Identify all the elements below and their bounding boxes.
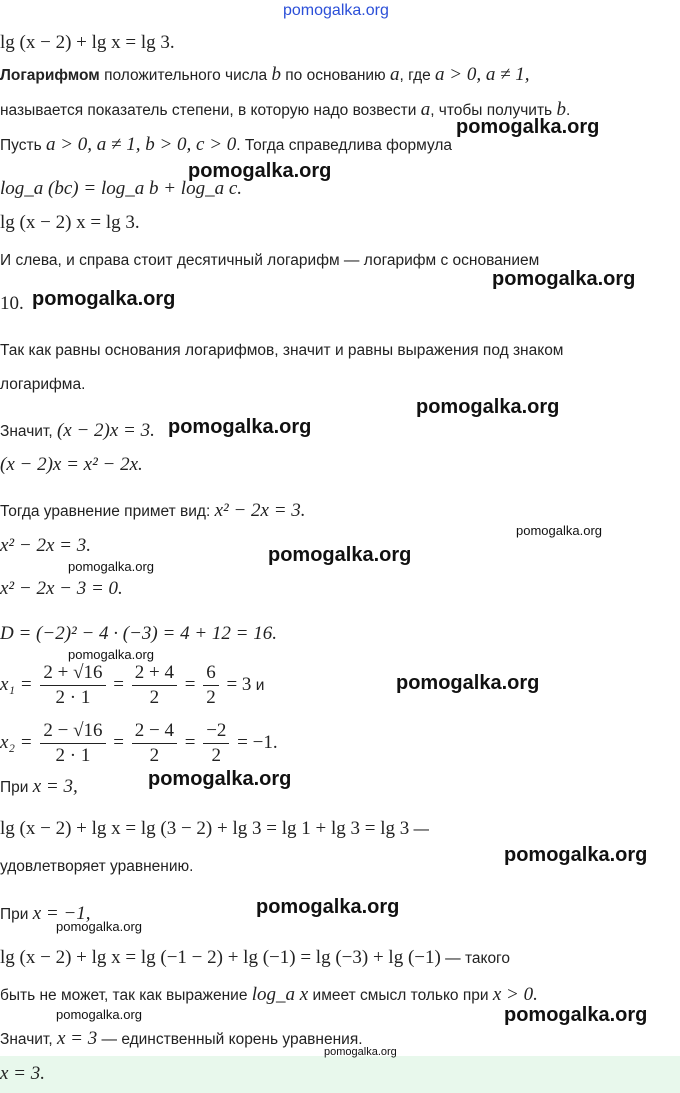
text: — единственный корень уравнения. <box>97 1031 363 1048</box>
watermark: pomogalka.org <box>456 116 600 138</box>
fraction <box>203 662 219 709</box>
numerator: 2 + 4 <box>132 662 177 686</box>
x2-label: x₂ = <box>0 731 33 753</box>
math-b: b <box>271 64 281 85</box>
definition-term: Логарифмом <box>0 67 100 84</box>
math-a: a <box>420 99 431 120</box>
watermark: pomogalka.org <box>56 919 142 934</box>
check-x3 <box>0 818 429 840</box>
watermark: pomogalka.org <box>504 844 648 866</box>
equation-original: lg (x − 2) + lg x = lg 3. <box>0 32 175 53</box>
answer-box <box>0 1056 680 1093</box>
numerator: 2 − 4 <box>132 720 177 744</box>
math-equation: x² − 2x = 3. <box>214 500 306 521</box>
watermark: pomogalka.org <box>416 396 560 418</box>
definition-line-1 <box>0 64 530 86</box>
text: быть не может, так как выражение <box>0 987 252 1004</box>
equal-bases-note-end: логарифма. <box>0 376 86 393</box>
log-product-formula: log_a (bc) = log_a b + log_a c. <box>0 178 242 199</box>
equation-combined: lg (x − 2) x = lg 3. <box>0 212 140 233</box>
new-form-line <box>0 500 306 522</box>
log-domain-note <box>0 984 538 1006</box>
dash: — <box>409 821 430 838</box>
fraction <box>40 662 105 709</box>
math-log: log_a x <box>251 984 309 1005</box>
math-root: x = 3 <box>56 1028 98 1049</box>
denominator: 2 · 1 <box>55 745 91 766</box>
discriminant: D = (−2)² − 4 · (−3) = 4 + 12 = 16. <box>0 623 277 644</box>
quadratic-standard: x² − 2x − 3 = 0. <box>0 578 123 599</box>
decimal-log-note: И слева, и справа стоит десятичный логарифм — логарифм с основанием <box>0 252 540 269</box>
check-x3-result: удовлетворяет уравнению. <box>0 858 194 875</box>
watermark: pomogalka.org <box>32 288 176 310</box>
check-xm1 <box>0 947 510 969</box>
text: При <box>0 906 33 923</box>
text: называется показатель степени, в которую надо возвести <box>0 102 421 119</box>
text: При <box>0 779 33 796</box>
math-b: b <box>556 99 566 120</box>
watermark: pomogalka.org <box>168 416 312 438</box>
and-word: и <box>251 676 265 694</box>
text: — такого <box>440 950 510 967</box>
math-conditions: a > 0, a ≠ 1, b > 0, c > 0 <box>45 134 237 155</box>
equal-bases-note: Так как равны основания логарифмов, значит и равны выражения под знаком <box>0 342 564 359</box>
result: = 3 <box>226 673 252 695</box>
math-condition: x > 0. <box>492 984 538 1005</box>
watermark: pomogalka.org <box>268 544 412 566</box>
numerator: 2 + √16 <box>40 662 105 686</box>
watermark: pomogalka.org <box>324 1046 397 1058</box>
numerator: −2 <box>203 720 229 744</box>
text: по основанию <box>280 67 390 84</box>
watermark-top[interactable]: pomogalka.org <box>283 2 389 19</box>
denominator: 2 · 1 <box>55 687 91 708</box>
watermark: pomogalka.org <box>56 1007 142 1022</box>
answer-text: x = 3. <box>0 1063 46 1084</box>
watermark: pomogalka.org <box>68 647 154 662</box>
therefore-line <box>0 420 155 442</box>
conclusion <box>0 1028 363 1050</box>
numerator: 6 <box>203 662 219 686</box>
text: . <box>565 102 571 119</box>
denominator: 2 <box>149 745 160 766</box>
fraction <box>203 720 229 767</box>
text: Значит, <box>0 1031 57 1048</box>
watermark: pomogalka.org <box>256 896 400 918</box>
math-a: a <box>390 64 400 85</box>
text: положительного числа <box>99 67 272 84</box>
watermark: pomogalka.org <box>68 559 154 574</box>
watermark: pomogalka.org <box>492 268 636 290</box>
text: . Тогда справедлива формула <box>236 137 453 154</box>
math-check: lg (x − 2) + lg x = lg (3 − 2) + lg 3 = lg 1 + lg 3 = lg 3 <box>0 818 410 839</box>
numerator: 2 − √16 <box>40 720 105 744</box>
denominator: 2 <box>211 745 222 766</box>
watermark: pomogalka.org <box>396 672 540 694</box>
formula-intro <box>0 134 452 156</box>
quadratic-equation: x² − 2x = 3. <box>0 535 91 556</box>
fraction <box>132 720 177 767</box>
x1-label: x₁ = <box>0 673 33 695</box>
fraction <box>132 662 177 709</box>
math-x: x = 3, <box>32 776 78 797</box>
text: Пусть <box>0 137 46 154</box>
math-condition: a > 0, a ≠ 1, <box>435 64 530 85</box>
watermark: pomogalka.org <box>188 160 332 182</box>
base-ten: 10. <box>0 293 24 314</box>
math-check: lg (x − 2) + lg x = lg (−1 − 2) + lg (−1) = lg (−3) + lg (−1) <box>0 947 441 968</box>
denominator: 2 <box>149 687 160 708</box>
text: имеет смысл только при <box>308 987 493 1004</box>
denominator: 2 <box>206 687 216 708</box>
text: Значит, <box>0 423 57 440</box>
expand-equation: (x − 2)x = x² − 2x. <box>0 454 143 475</box>
text: Тогда уравнение примет вид: <box>0 503 215 520</box>
root-x1: x₁ = $\frac{2 + √16}{2 \cdot 1}$ = $\frac{2 + 4}{2}$ = $\frac{6}{2}$ = 3 и <box>0 662 265 708</box>
check-x3-intro <box>0 776 78 798</box>
math-equation: (x − 2)x = 3. <box>56 420 155 441</box>
text: , где <box>399 67 436 84</box>
root-x2: x₂ = $\frac{2 - √16}{2 \cdot 1}$ = $\frac{2 - 4}{2}$ = $\frac{-2}{2}$ = −1. <box>0 720 278 766</box>
math-x: x = −1, <box>32 903 91 924</box>
fraction <box>40 720 105 767</box>
watermark: pomogalka.org <box>516 523 602 538</box>
result: = −1. <box>237 731 278 753</box>
watermark: pomogalka.org <box>504 1004 648 1026</box>
text: , чтобы получить <box>430 102 557 119</box>
watermark: pomogalka.org <box>148 768 292 790</box>
